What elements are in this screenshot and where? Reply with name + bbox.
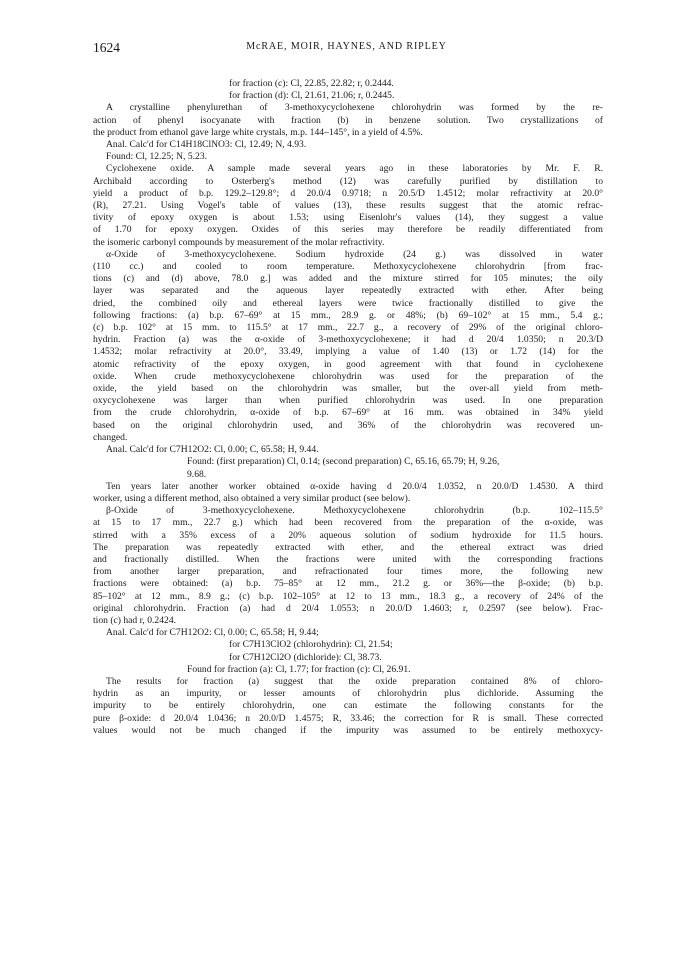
text-line: oxycyclohexene was larger than when purified chlorohydrin was used. In one preparation	[93, 395, 603, 407]
text-line: for C7H13ClO2 (chlorohydrin): Cl, 21.54;	[229, 639, 393, 651]
text-line: for C7H12Cl2O (dichloride): Cl, 38.73.	[229, 651, 382, 663]
text-line: tions (c) and (d) above, 78.0 g.] was added and the mixture stirred for 105 minutes; the oily	[93, 273, 603, 285]
text-line: oxide. When crude methoxycyclohexene chlorohydrin was used for the preparation of the	[93, 370, 603, 382]
text-line: (110 cc.) and cooled to room temperature. Methoxycyclohexene chlorohydrin [from frac-	[93, 261, 603, 273]
text-line: layer was separated and the aqueous layer repeatedly extracted with ether. After being	[93, 285, 603, 297]
text-line: and fractionally distilled. When the fractions were united with the corresponding fractions	[93, 553, 603, 565]
text-line: The results for fraction (a) suggest that the oxide preparation contained 8% of chloro-	[106, 675, 603, 687]
text-line: for fraction (c): Cl, 22.85, 22.82; r, 0.2444.	[229, 78, 394, 89]
text-line: atomic refractivity of the epoxy oxygen, in good agreement with that found in cyclohexene	[93, 358, 603, 370]
text-line: hydrin as an impurity, or lesser amounts of chlorohydrin plus dichloride. Assuming the	[93, 688, 603, 700]
text-line: based on the original chlorohydrin used, and 36% of the chlorohydrin was recovered un-	[93, 419, 603, 431]
text-line: stirred with a 35% excess of a 20% aqueous solution of sodium hydroxide for 11.5 hours.	[93, 529, 603, 541]
text-line: (R), 27.21. Using Vogel's table of values (13), these results suggest that the atomic refrac-	[93, 200, 603, 212]
text-line: values would not be much changed if the impurity was assumed to be entirely methoxycy-	[93, 724, 603, 736]
text-line: for fraction (d): Cl, 21.61, 21.06; r, 0.2445.	[229, 90, 395, 102]
text-line: tivity of epoxy oxygen is about 1.53; using Eisenlohr's values (14), they suggest a value	[93, 212, 603, 224]
text-line: Found: (first preparation) Cl, 0.14; (second preparation) C, 65.16, 65.79; H, 9.26,	[187, 456, 500, 468]
text-line: A crystalline phenylurethan of 3-methoxycyclohexene chlorohydrin was formed by the re-	[106, 102, 603, 114]
text-line: The preparation was repeatedly extracted with ether, and the ethereal extract was dried	[93, 541, 603, 553]
text-line: 9.68.	[187, 468, 207, 480]
text-line: worker, using a different method, also obtained a very similar product (see below).	[93, 492, 411, 504]
text-line: action of phenyl isocyanate with fraction (b) in benzene solution. Two crystallizations of	[93, 114, 603, 126]
text-line: Anal. Calc'd for C7H12O2: Cl, 0.00; C, 65.58; H, 9.44;	[106, 627, 319, 639]
page-number: 1624	[93, 40, 120, 55]
text-line: Cyclohexene oxide. A sample made several years ago in these laboratories by Mr. F. R.	[106, 163, 603, 175]
text-line: tion (c) had r, 0.2424.	[93, 614, 177, 626]
text-line: of 1.70 for epoxy oxygen. Oxides of this series may therefore be readily differentiated from	[93, 224, 603, 236]
text-line: Archibald according to Osterberg's method (12) was carefully purified by distillation to	[93, 175, 603, 187]
page-header	[0, 40, 693, 56]
text-line: 1.4532; molar refractivity at 20.0°, 33.49, implying a value of 1.40 (13) or 1.72 (14) for the	[93, 346, 603, 358]
text-line: yield a product of b.p. 129.2–129.8°; d 20.0/4 0.9718; n 20.5/D 1.4512; molar refractivity at 20.0°	[93, 187, 603, 199]
text-line: β-Oxide of 3-methoxycyclohexene. Methoxycyclohexene chlorohydrin (b.p. 102–115.5°	[106, 505, 603, 517]
text-line: changed.	[93, 431, 128, 443]
text-line: α-Oxide of 3-methoxycyclohexene. Sodium hydroxide (24 g.) was dissolved in water	[106, 248, 603, 260]
text-line: from the crude chlorohydrin, α-oxide of b.p. 67–69° at 16 mm. was obtained in 34% yield	[93, 407, 603, 419]
text-line: the product from ethanol gave large white crystals, m.p. 144–145°, in a yield of 4.5%.	[93, 126, 423, 138]
text-line: 85–102° at 12 mm., 8.9 g.; (c) b.p. 102–105° at 12 to 13 mm., 18.3 g., a recovery of 24% of the	[93, 590, 603, 602]
text-line: Anal. Calc'd for C14H18ClNO3: Cl, 12.49; N, 4.93.	[106, 139, 307, 151]
text-line: the isomeric carbonyl compounds by measurement of the molar refractivity.	[93, 236, 385, 248]
text-line: at 15 to 17 mm., 22.7 g.) which had been recovered from the preparation of the α-oxide, was	[93, 517, 603, 529]
running-head: McRAE, MOIR, HAYNES, AND RIPLEY	[246, 41, 447, 52]
text-line: Ten years later another worker obtained α-oxide having d 20.0/4 1.0352, n 20.0/D 1.4530. A third	[106, 480, 603, 492]
text-line: Anal. Calc'd for C7H12O2: Cl, 0.00; C, 65.58; H, 9.44.	[106, 444, 319, 456]
text-line: Found: Cl, 12.25; N, 5.23.	[106, 151, 208, 163]
text-line: dried, the combined oily and ethereal layers were twice fractionally distilled to give the	[93, 297, 603, 309]
text-line: original chlorohydrin. Fraction (a) had d 20/4 1.0553; n 20.0/D 1.4603; r, 0.2597 (see below). Frac-	[93, 602, 603, 614]
text-line: Found for fraction (a): Cl, 1.77; for fraction (c): Cl, 26.91.	[187, 663, 411, 675]
body-text	[93, 78, 603, 737]
text-line: following fractions: (a) b.p. 67–69° at 15 mm., 28.9 g. or 48%; (b) 69–102° at 15 mm., 5.4 g.;	[93, 309, 603, 321]
text-line: (c) b.p. 102° at 15 mm. to 115.5° at 17 mm., 22.7 g., a recovery of 29% of the original chloro-	[93, 322, 603, 334]
text-line: oxide, the yield based on the chlorohydrin was smaller, but the over-all yield from meth-	[93, 383, 603, 395]
text-line: hydrin. Fraction (a) was the α-oxide of 3-methoxycyclohexene; it had d 20/4 1.0350; n 20.3/D	[93, 334, 603, 346]
text-line: from another larger preparation, and refractionated four times more, the following new	[93, 566, 603, 578]
text-line: pure β-oxide: d 20.0/4 1.0436; n 20.0/D 1.4575; R, 33.46; the correction for R is small. These corrected	[93, 712, 603, 724]
text-line: impurity to be entirely chlorohydrin, one can estimate the following constants for the	[93, 700, 603, 712]
text-line: fractions were obtained: (a) b.p. 75–85° at 12 mm., 21.2 g. or 36%—the β-oxide; (b) b.p.	[93, 578, 603, 590]
